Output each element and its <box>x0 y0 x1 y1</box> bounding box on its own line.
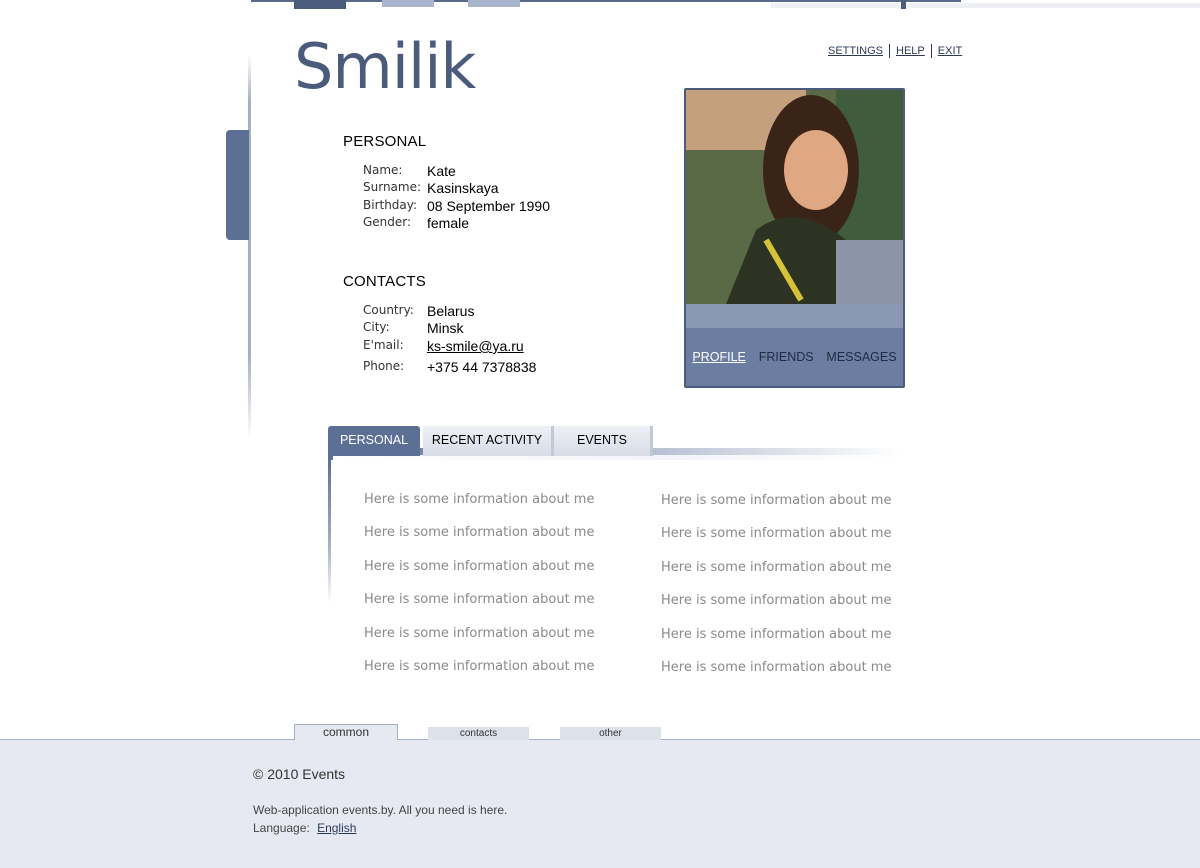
info-text: Here is some information about me <box>661 560 892 575</box>
field-value: female <box>427 215 470 231</box>
site-logo[interactable]: Smilik <box>294 30 476 103</box>
footer-tab-contacts[interactable]: contacts <box>428 727 529 740</box>
language-link[interactable]: English <box>317 821 357 835</box>
help-link[interactable]: HELP <box>889 44 931 58</box>
profile-nav <box>686 328 903 386</box>
nav-messages[interactable]: MESSAGES <box>826 350 897 364</box>
info-text: Here is some information about me <box>661 660 892 675</box>
footer <box>0 739 1200 868</box>
field-value: Kasinskaya <box>427 180 499 196</box>
field-value: Minsk <box>427 320 464 336</box>
field-birthday <box>363 198 550 214</box>
info-text: Here is some information about me <box>661 627 892 642</box>
language-selector <box>253 821 356 835</box>
nav-friends[interactable]: FRIENDS <box>758 350 814 364</box>
info-text: Here is some information about me <box>364 626 595 641</box>
field-label: Name: <box>363 163 403 177</box>
tab-recent-activity[interactable]: RECENT ACTIVITY <box>423 426 554 456</box>
field-gender <box>363 215 469 231</box>
contacts-title: CONTACTS <box>343 273 426 290</box>
info-text: Here is some information about me <box>364 592 595 607</box>
tab-personal[interactable]: PERSONAL <box>328 426 420 456</box>
profile-photo <box>686 90 903 304</box>
field-surname <box>363 180 499 196</box>
footer-slogan: Web-application events.by. All you need is here. <box>253 803 508 817</box>
email-link[interactable]: ks-smile@ya.ru <box>427 338 524 354</box>
personal-title: PERSONAL <box>343 133 427 150</box>
footer-tab-common[interactable]: common <box>294 724 398 740</box>
side-tab[interactable] <box>226 130 249 240</box>
info-text: Here is some information about me <box>661 593 892 608</box>
field-value: Kate <box>427 163 456 179</box>
field-label: E'mail: <box>363 338 404 352</box>
field-name <box>363 163 456 179</box>
info-text: Here is some information about me <box>661 493 892 508</box>
language-label: Language: <box>253 821 310 835</box>
info-text: Here is some information about me <box>364 559 595 574</box>
top-links <box>822 44 968 58</box>
field-phone <box>363 359 536 375</box>
top-decoration <box>251 0 961 10</box>
field-label: City: <box>363 320 390 334</box>
info-text: Here is some information about me <box>364 492 595 507</box>
field-label: Phone: <box>363 359 405 373</box>
field-city <box>363 320 464 336</box>
settings-link[interactable]: SETTINGS <box>828 45 884 57</box>
exit-link[interactable]: EXIT <box>931 44 968 58</box>
copyright: © 2010 Events <box>253 766 346 782</box>
field-label: Surname: <box>363 180 422 194</box>
profile-card <box>684 88 905 388</box>
field-label: Gender: <box>363 215 412 229</box>
nav-profile[interactable]: PROFILE <box>692 350 746 364</box>
field-label: Country: <box>363 303 414 317</box>
field-country <box>363 303 474 319</box>
info-text: Here is some information about me <box>364 659 595 674</box>
tab-events[interactable]: EVENTS <box>554 426 653 456</box>
field-value: 08 September 1990 <box>427 198 550 214</box>
field-label: Birthday: <box>363 198 418 212</box>
info-text: Here is some information about me <box>364 525 595 540</box>
photo-caption-band <box>686 304 903 328</box>
info-text: Here is some information about me <box>661 526 892 541</box>
field-value: Belarus <box>427 303 475 319</box>
field-value: +375 44 7378838 <box>427 359 537 375</box>
field-email <box>363 338 524 354</box>
panel-rule <box>328 458 331 603</box>
footer-tab-other[interactable]: other <box>560 727 661 740</box>
left-rule <box>248 55 251 440</box>
